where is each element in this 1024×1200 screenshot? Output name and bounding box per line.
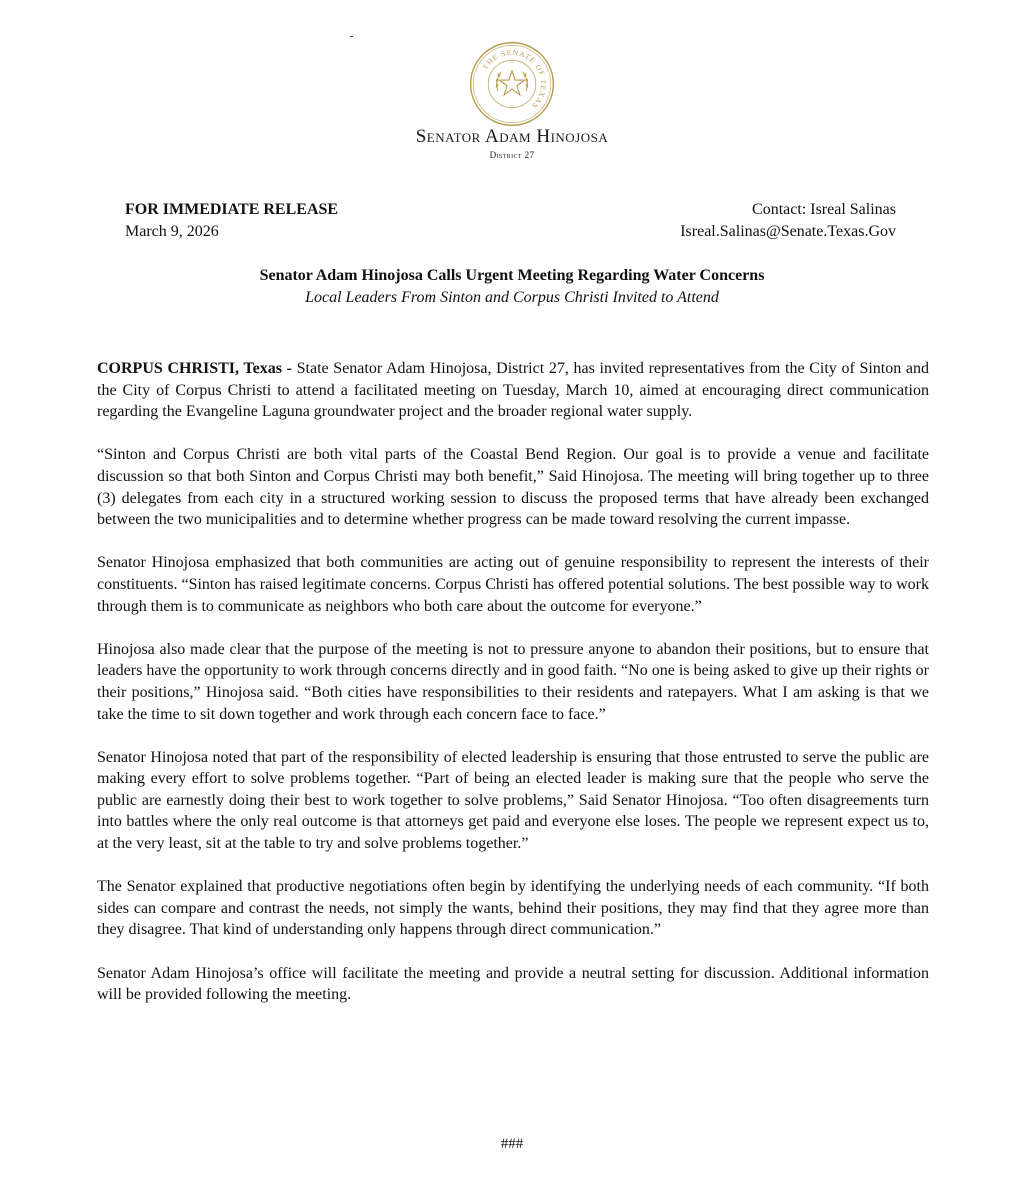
end-mark: ### (500, 1136, 524, 1152)
district-label: District 27 (489, 150, 535, 160)
paragraph-4: Hinojosa also made clear that the purpose of the meeting is not to pressure anyone to abandon their positions, but to ensure that leaders have the opportunity to work through concerns directly and in good faith. “No one is being asked to give up their rights or their positions,” Hinojosa said. “Both cities have responsibilities to their residents and ratepayers. What I am asking is that we take the time to sit down together and work through each concern face to face.” (97, 640, 929, 723)
contact-name: Contact: Isreal Salinas (752, 201, 896, 218)
immediate-release-label: FOR IMMEDIATE RELEASE (125, 201, 339, 218)
senate-seal-icon (468, 40, 556, 128)
subheadline: Local Leaders From Sinton and Corpus Christi Invited to Attend (305, 289, 719, 306)
paragraph-5: Senator Hinojosa noted that part of the responsibility of elected leadership is ensuring that those entrusted to serve the public are making every effort to solve problems together. “Part of being an elected leader is making sure that the people who serve the public are earnestly doing their best to work together to solve problems,” Said Senator Hinojosa. “Too often disagreements turn into battles where the only real outcome is that attorneys get paid and everyone else loses. The people we represent expect us to, at the very least, sit at the table to try and solve problems together.” (97, 748, 929, 853)
contact-info (680, 199, 896, 243)
headline: Senator Adam Hinojosa Calls Urgent Meeting Regarding Water Concerns (259, 267, 765, 284)
paragraph-3: Senator Hinojosa emphasized that both communities are acting out of genuine responsibility to represent the interests of their constituents. “Sinton has raised legitimate concerns. Corpus Christi has offered potential solutions. The best possible way to work through them is to communicate as neighbors who both care about the outcome for everyone.” (97, 554, 929, 615)
release-info (125, 199, 338, 243)
release-date: March 9, 2026 (125, 223, 219, 240)
senator-name-letterhead: Senator Adam Hinojosa (415, 126, 609, 147)
paragraph-1-text: State Senator Adam Hinojosa, District 27, has invited representatives from the City of Sinton and the City of Corpus Christi to attend a facilitated meeting on Tuesday, March 10, aimed at encouraging direct communication regarding the Evangeline Laguna groundwater project and the broader regional water supply. (97, 360, 930, 421)
paragraph-7: Senator Adam Hinojosa’s office will facilitate the meeting and provide a neutral setting for discussion. Additional information will be provided following the meeting. (97, 964, 929, 1004)
stray-mark (350, 36, 353, 37)
contact-email: Isreal.Salinas@Senate.Texas.Gov (680, 223, 896, 240)
paragraph-2: “Sinton and Corpus Christi are both vital parts of the Coastal Bend Region. Our goal is to provide a venue and facilitate discussion so that both Sinton and Corpus Christi may both benefit,” Said Hinojosa. The meeting will bring together up to three (3) delegates from each city in a structured working session to discuss the proposed terms that have already been exchanged between the two municipalities and to determine whether progress can be made toward resolving the current impasse. (97, 446, 929, 529)
seal-ring-text: THE SENATE OF TEXAS (480, 47, 549, 112)
dateline: CORPUS CHRISTI, Texas - (97, 360, 292, 377)
release-body (97, 358, 929, 1027)
title-block (0, 265, 1024, 309)
paragraph-1 (97, 358, 929, 423)
paragraph-6: The Senator explained that productive negotiations often begin by identifying the underlying needs of each community. “If both sides can compare and contrast the needs, not simply the wants, behind their positions, they may find that they agree more than they disagree. That kind of understanding only happens through direct communication.” (97, 878, 929, 939)
